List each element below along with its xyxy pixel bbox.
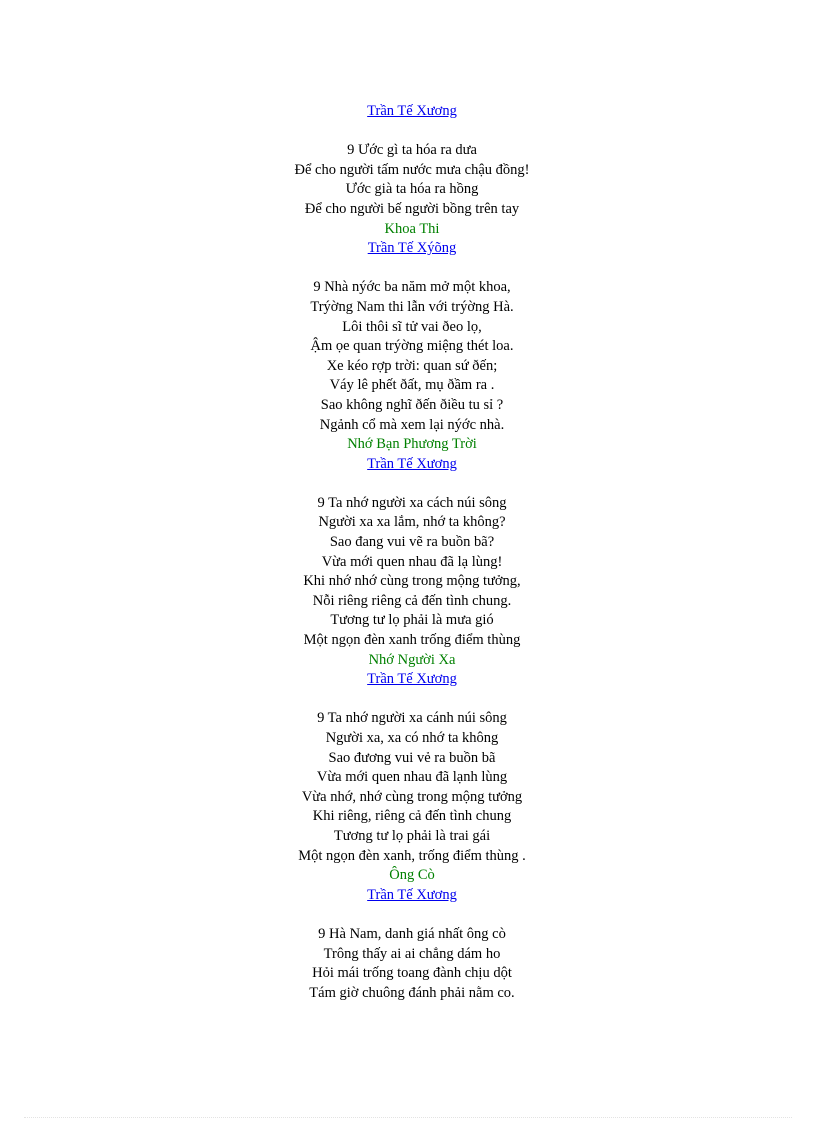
stanza-gap (0, 122, 816, 142)
poem-line: 9 Ước gì ta hóa ra dưa (347, 142, 477, 159)
poem-line: Sao không nghĩ ðến ðiều tu sỉ ? (320, 396, 504, 413)
stanza-gap (0, 905, 816, 925)
poem-collection (0, 102, 816, 1003)
poem-title: Nhớ Người Xa (368, 651, 456, 668)
stanza-gap (0, 690, 816, 710)
poem-line: Sao đương vui vẻ ra buồn bã (328, 749, 496, 766)
poem-line: Lôi thôi sĩ tử vai ðeo lọ, (342, 318, 482, 335)
poem-line: Vừa nhớ, nhớ cùng trong mộng tưởng (301, 788, 523, 805)
page-bottom-divider (24, 1117, 792, 1118)
poem-line: Hỏi mái trống toang đành chịu dột (312, 965, 512, 982)
poem-line: Xe kéo rợp trời: quan sứ ðến; (326, 357, 498, 374)
poem (0, 651, 816, 867)
poem-line: Sao đang vui vẽ ra buồn bã? (329, 534, 495, 551)
poem-line: 9 Nhà nýớc ba năm mở một khoa, (313, 279, 511, 296)
poem-line: Trýờng Nam thi lẫn với trýờng Hà. (310, 298, 514, 315)
stanza-gap (0, 474, 816, 494)
author-link[interactable]: Trần Tế Xương (367, 886, 457, 903)
poem (0, 102, 816, 220)
poem-line: Tương tư lọ phải là mưa gió (330, 612, 494, 629)
author-link[interactable]: Trần Tế Xýõng (367, 240, 457, 257)
poem-line: Nỗi riêng riêng cả đến tình chung. (312, 592, 512, 609)
poem-line: Tám giờ chuông đánh phải nằm co. (309, 984, 515, 1001)
poem-line: Khi riêng, riêng cả đến tình chung (312, 808, 512, 825)
poem (0, 435, 816, 651)
poem-line: Vừa mới quen nhau đã lạ lùng! (321, 553, 503, 570)
poem-title: Khoa Thi (384, 220, 440, 237)
poem-line: Để cho người bế người bồng trên tay (304, 200, 520, 217)
poem-line: Ngảnh cổ mà xem lại nýớc nhà. (319, 416, 505, 433)
poem-line: Tương tư lọ phải là trai gái (333, 827, 491, 844)
poem-line: Khi nhớ nhớ cùng trong mộng tưởng, (303, 573, 521, 590)
poem-line: 9 Ta nhớ người xa cách núi sông (317, 494, 507, 511)
author-link[interactable]: Trần Tế Xương (367, 671, 457, 688)
poem-line: Người xa, xa có nhớ ta không (325, 730, 499, 746)
poem (0, 220, 816, 436)
poem-line: Váy lê phết ðất, mụ ðầm ra . (329, 377, 495, 394)
poem-line: Một ngọn đèn xanh trống điểm thùng (303, 632, 521, 649)
poem-line: 9 Ta nhớ người xa cánh núi sông (317, 710, 507, 727)
poem-line: Người xa xa lắm, nhớ ta không? (318, 514, 506, 531)
poem-line: Để cho người tấm nước mưa chậu đồng! (294, 161, 530, 178)
poem (0, 866, 816, 1003)
poem-line: Ậm ọe quan trýờng miệng thét loa. (310, 338, 514, 355)
poem-line: 9 Hà Nam, danh giá nhất ông cò (318, 925, 506, 942)
poem-line: Một ngọn đèn xanh, trống điểm thùng . (298, 847, 526, 864)
author-link[interactable]: Trần Tế Xương (367, 455, 457, 472)
poem-line: Vừa mới quen nhau đã lạnh lùng (316, 769, 508, 786)
author-link[interactable]: Trần Tế Xương (367, 103, 457, 119)
poem-line: Trông thấy ai ai chẳng dám ho (323, 945, 501, 962)
stanza-gap (0, 259, 816, 279)
poem-title: Ông Cò (389, 867, 435, 884)
poem-title: Nhớ Bạn Phương Trời (347, 436, 477, 453)
poem-line: Ước già ta hóa ra hồng (345, 181, 479, 198)
